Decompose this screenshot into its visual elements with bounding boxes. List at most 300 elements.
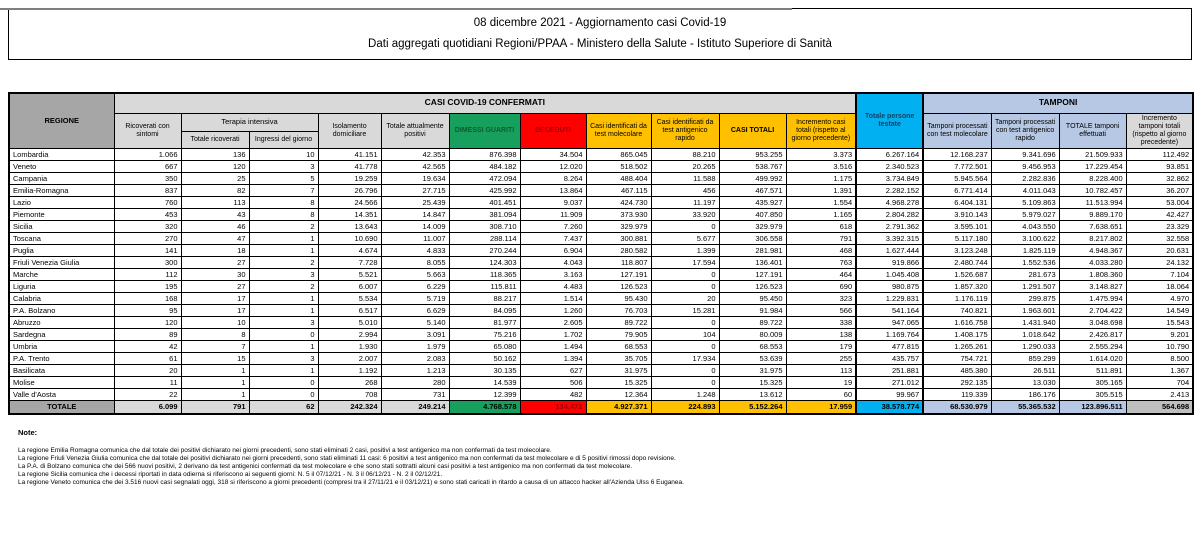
note-line: La regione Friuli Venezia Giulia comunica che dal totale dei positivi dichiarato nei giorni precedenti, sono stati eliminati 11 casi: 6 positivi a test antigenico ma non confermati da test molecolare e di 5 positivi rimossi dopo revisione. <box>18 455 676 463</box>
value-cell: 1.616.758 <box>923 316 991 328</box>
value-cell: 10.782.457 <box>1059 184 1126 196</box>
value-cell: 13.612 <box>719 388 786 400</box>
table-row <box>9 292 1193 304</box>
value-cell: 17.594 <box>651 256 719 268</box>
value-cell: 17.229.454 <box>1059 160 1126 172</box>
value-cell: 95.450 <box>719 292 786 304</box>
value-cell: 2.007 <box>318 352 381 364</box>
value-cell: 195 <box>114 280 181 292</box>
value-cell: 4.033.280 <box>1059 256 1126 268</box>
value-cell: 80.009 <box>719 328 786 340</box>
value-cell: 435.927 <box>719 196 786 208</box>
value-cell: 124.303 <box>449 256 520 268</box>
header-dimessi-guariti: DIMESSI GUARITI <box>449 113 520 148</box>
value-cell: 6.904 <box>520 244 586 256</box>
value-cell: 618 <box>786 220 856 232</box>
table-row <box>9 220 1193 232</box>
value-cell: 53.004 <box>1126 196 1193 208</box>
value-cell: 4.674 <box>318 244 381 256</box>
value-cell: 5.534 <box>318 292 381 304</box>
value-cell: 7.638.651 <box>1059 220 1126 232</box>
value-cell: 9.037 <box>520 196 586 208</box>
region-name-cell: Sardegna <box>9 328 114 340</box>
value-cell: 41.151 <box>318 148 381 160</box>
value-cell: 136.401 <box>719 256 786 268</box>
value-cell: 306.558 <box>719 232 786 244</box>
value-cell: 5.117.180 <box>923 232 991 244</box>
value-cell: 79.905 <box>586 328 651 340</box>
region-name-cell: Emilia-Romagna <box>9 184 114 196</box>
value-cell: 6.517 <box>318 304 381 316</box>
value-cell: 0 <box>249 388 318 400</box>
table-row <box>9 364 1193 376</box>
region-name-cell: Basilicata <box>9 364 114 376</box>
value-cell: 4.043.550 <box>991 220 1059 232</box>
value-cell: 82 <box>181 184 249 196</box>
value-cell: 136 <box>181 148 249 160</box>
value-cell: 112.492 <box>1126 148 1193 160</box>
value-cell: 14.351 <box>318 208 381 220</box>
totale-cell: 38.578.774 <box>856 400 923 414</box>
totale-cell: 68.530.979 <box>923 400 991 414</box>
value-cell: 299.875 <box>991 292 1059 304</box>
region-name-cell: Liguria <box>9 280 114 292</box>
value-cell: 3.910.143 <box>923 208 991 220</box>
value-cell: 1.229.831 <box>856 292 923 304</box>
value-cell: 791 <box>786 232 856 244</box>
totale-cell: 564.698 <box>1126 400 1193 414</box>
value-cell: 2.282.836 <box>991 172 1059 184</box>
value-cell: 1 <box>249 292 318 304</box>
value-cell: 127.191 <box>719 268 786 280</box>
value-cell: 255 <box>786 352 856 364</box>
value-cell: 0 <box>651 280 719 292</box>
value-cell: 65.080 <box>449 340 520 352</box>
value-cell: 4.011.043 <box>991 184 1059 196</box>
value-cell: 10 <box>249 148 318 160</box>
value-cell: 119.339 <box>923 388 991 400</box>
value-cell: 89 <box>114 328 181 340</box>
table-row <box>9 232 1193 244</box>
value-cell: 6.229 <box>381 280 449 292</box>
value-cell: 1.169.764 <box>856 328 923 340</box>
value-cell: 17.934 <box>651 352 719 364</box>
window-edge-line <box>0 8 792 10</box>
value-cell: 113 <box>181 196 249 208</box>
value-cell: 68.553 <box>719 340 786 352</box>
region-name-cell: P.A. Trento <box>9 352 114 364</box>
value-cell: 281.673 <box>991 268 1059 280</box>
value-cell: 484.182 <box>449 160 520 172</box>
value-cell: 3.734.849 <box>856 172 923 184</box>
value-cell: 329.979 <box>586 220 651 232</box>
value-cell: 3.048.698 <box>1059 316 1126 328</box>
value-cell: 424.730 <box>586 196 651 208</box>
value-cell: 7 <box>249 184 318 196</box>
value-cell: 8 <box>249 196 318 208</box>
value-cell: 11.007 <box>381 232 449 244</box>
value-cell: 1.290.033 <box>991 340 1059 352</box>
value-cell: 401.451 <box>449 196 520 208</box>
covid-data-table <box>8 92 1194 415</box>
value-cell: 3.148.827 <box>1059 280 1126 292</box>
value-cell: 20 <box>651 292 719 304</box>
header-deceduti: DECEDUTI <box>520 113 586 148</box>
value-cell: 14.539 <box>449 376 520 388</box>
value-cell: 8.217.802 <box>1059 232 1126 244</box>
value-cell: 300.881 <box>586 232 651 244</box>
value-cell: 0 <box>651 340 719 352</box>
value-cell: 11.588 <box>651 172 719 184</box>
value-cell: 280.582 <box>586 244 651 256</box>
value-cell: 25.439 <box>381 196 449 208</box>
value-cell: 14.549 <box>1126 304 1193 316</box>
value-cell: 837 <box>114 184 181 196</box>
value-cell: 1 <box>181 364 249 376</box>
value-cell: 1.291.507 <box>991 280 1059 292</box>
value-cell: 270 <box>114 232 181 244</box>
region-name-cell: Friuli Venezia Giulia <box>9 256 114 268</box>
totale-cell: 4.768.578 <box>449 400 520 414</box>
header-casi-confermati-band: CASI COVID-19 CONFERMATI <box>114 93 856 113</box>
value-cell: 10 <box>181 316 249 328</box>
region-name-cell: Calabria <box>9 292 114 304</box>
value-cell: 2.426.817 <box>1059 328 1126 340</box>
value-cell: 30 <box>181 268 249 280</box>
value-cell: 2 <box>249 220 318 232</box>
value-cell: 179 <box>786 340 856 352</box>
value-cell: 50.162 <box>449 352 520 364</box>
value-cell: 10.690 <box>318 232 381 244</box>
value-cell: 4.968.278 <box>856 196 923 208</box>
value-cell: 329.979 <box>719 220 786 232</box>
title-box <box>8 8 1192 60</box>
value-cell: 113 <box>786 364 856 376</box>
region-name-cell: Lazio <box>9 196 114 208</box>
value-cell: 472.094 <box>449 172 520 184</box>
value-cell: 3.100.622 <box>991 232 1059 244</box>
header-isolamento-domiciliare: Isolamento domiciliare <box>318 113 381 148</box>
table-row <box>9 340 1193 352</box>
value-cell: 1.808.360 <box>1059 268 1126 280</box>
value-cell: 168 <box>114 292 181 304</box>
value-cell: 518.502 <box>586 160 651 172</box>
value-cell: 19.259 <box>318 172 381 184</box>
value-cell: 482 <box>520 388 586 400</box>
region-name-cell: Piemonte <box>9 208 114 220</box>
header-persone-testate: Totale persone testate <box>856 93 923 148</box>
value-cell: 1 <box>181 376 249 388</box>
value-cell: 280 <box>381 376 449 388</box>
value-cell: 5.719 <box>381 292 449 304</box>
value-cell: 6.404.131 <box>923 196 991 208</box>
header-ti-ingressi-giorno: Ingressi del giorno <box>249 131 318 148</box>
value-cell: 477.815 <box>856 340 923 352</box>
value-cell: 17 <box>181 292 249 304</box>
value-cell: 95 <box>114 304 181 316</box>
value-cell: 68.553 <box>586 340 651 352</box>
value-cell: 300 <box>114 256 181 268</box>
table-row <box>9 172 1193 184</box>
value-cell: 0 <box>249 376 318 388</box>
value-cell: 859.299 <box>991 352 1059 364</box>
value-cell: 2 <box>249 280 318 292</box>
value-cell: 1.192 <box>318 364 381 376</box>
value-cell: 511.891 <box>1059 364 1126 376</box>
value-cell: 14.009 <box>381 220 449 232</box>
value-cell: 11.909 <box>520 208 586 220</box>
value-cell: 11 <box>114 376 181 388</box>
value-cell: 88.217 <box>449 292 520 304</box>
value-cell: 3 <box>249 268 318 280</box>
value-cell: 1.399 <box>651 244 719 256</box>
header-incremento-casi: Incremento casi totali (rispetto al giorno precedente) <box>786 113 856 148</box>
value-cell: 61 <box>114 352 181 364</box>
value-cell: 5.010 <box>318 316 381 328</box>
value-cell: 15.325 <box>719 376 786 388</box>
value-cell: 34.504 <box>520 148 586 160</box>
table-row <box>9 244 1193 256</box>
notes-list <box>18 447 1200 487</box>
value-cell: 0 <box>651 316 719 328</box>
value-cell: 538.767 <box>719 160 786 172</box>
value-cell: 186.176 <box>991 388 1059 400</box>
value-cell: 704 <box>1126 376 1193 388</box>
value-cell: 1.554 <box>786 196 856 208</box>
value-cell: 115.811 <box>449 280 520 292</box>
header-casi-test-molecolare: Casi identificati da test molecolare <box>586 113 651 148</box>
value-cell: 980.875 <box>856 280 923 292</box>
region-name-cell: Veneto <box>9 160 114 172</box>
value-cell: 3.392.315 <box>856 232 923 244</box>
value-cell: 435.757 <box>856 352 923 364</box>
value-cell: 27 <box>181 280 249 292</box>
value-cell: 15.325 <box>586 376 651 388</box>
table-row <box>9 388 1193 400</box>
header-attualmente-positivi: Totale attualmente positivi <box>381 113 449 148</box>
header-ricoverati-sintomi: Ricoverati con sintomi <box>114 113 181 148</box>
table-header <box>9 93 1193 148</box>
region-name-cell: Campania <box>9 172 114 184</box>
header-ti-totale-ricoverati: Totale ricoverati <box>181 131 249 148</box>
value-cell: 2.480.744 <box>923 256 991 268</box>
value-cell: 1 <box>181 388 249 400</box>
value-cell: 27 <box>181 256 249 268</box>
value-cell: 5.109.863 <box>991 196 1059 208</box>
value-cell: 8.264 <box>520 172 586 184</box>
value-cell: 1.213 <box>381 364 449 376</box>
totale-cell: 242.324 <box>318 400 381 414</box>
region-name-cell: Puglia <box>9 244 114 256</box>
value-cell: 1 <box>249 232 318 244</box>
value-cell: 26.796 <box>318 184 381 196</box>
value-cell: 2.804.282 <box>856 208 923 220</box>
table-row <box>9 328 1193 340</box>
value-cell: 31.975 <box>586 364 651 376</box>
region-name-cell: Toscana <box>9 232 114 244</box>
value-cell: 60 <box>786 388 856 400</box>
region-name-cell: Abruzzo <box>9 316 114 328</box>
value-cell: 271.012 <box>856 376 923 388</box>
totale-cell: 134.472 <box>520 400 586 414</box>
notes-heading: Note: <box>18 428 38 438</box>
value-cell: 251.881 <box>856 364 923 376</box>
value-cell: 1 <box>249 244 318 256</box>
table-row <box>9 208 1193 220</box>
value-cell: 81.977 <box>449 316 520 328</box>
header-terapia-intensiva: Terapia intensiva <box>181 113 318 131</box>
value-cell: 7 <box>181 340 249 352</box>
table-row <box>9 280 1193 292</box>
value-cell: 13.643 <box>318 220 381 232</box>
value-cell: 20.265 <box>651 160 719 172</box>
value-cell: 464 <box>786 268 856 280</box>
value-cell: 8 <box>181 328 249 340</box>
value-cell: 15 <box>181 352 249 364</box>
value-cell: 760 <box>114 196 181 208</box>
totale-row <box>9 400 1193 414</box>
header-casi-totali: CASI TOTALI <box>719 113 786 148</box>
region-name-cell: Lombardia <box>9 148 114 160</box>
value-cell: 10.790 <box>1126 340 1193 352</box>
value-cell: 373.930 <box>586 208 651 220</box>
value-cell: 754.721 <box>923 352 991 364</box>
value-cell: 8 <box>249 208 318 220</box>
value-cell: 1.475.994 <box>1059 292 1126 304</box>
note-line: La regione Veneto comunica che dei 3.516 nuovi casi segnalati oggi, 318 si riferiscono a giorni precedenti (compresi tra il 27/11/21 e il 03/12/21) e sono stati caricati in ritardo a causa di un attacco hacker all'Azienda Ulss 6 Euganea. <box>18 479 684 487</box>
region-name-cell: Marche <box>9 268 114 280</box>
value-cell: 24.132 <box>1126 256 1193 268</box>
value-cell: 865.045 <box>586 148 651 160</box>
value-cell: 42 <box>114 340 181 352</box>
value-cell: 20 <box>114 364 181 376</box>
value-cell: 407.850 <box>719 208 786 220</box>
value-cell: 15.281 <box>651 304 719 316</box>
value-cell: 2.791.362 <box>856 220 923 232</box>
value-cell: 667 <box>114 160 181 172</box>
totale-cell: 4.927.371 <box>586 400 651 414</box>
value-cell: 350 <box>114 172 181 184</box>
value-cell: 268 <box>318 376 381 388</box>
value-cell: 3 <box>249 160 318 172</box>
value-cell: 1.979 <box>381 340 449 352</box>
value-cell: 5.663 <box>381 268 449 280</box>
value-cell: 0 <box>651 376 719 388</box>
value-cell: 112 <box>114 268 181 280</box>
value-cell: 6.267.164 <box>856 148 923 160</box>
value-cell: 24.566 <box>318 196 381 208</box>
region-name-cell: Sicilia <box>9 220 114 232</box>
value-cell: 456 <box>651 184 719 196</box>
value-cell: 6.007 <box>318 280 381 292</box>
value-cell: 7.437 <box>520 232 586 244</box>
value-cell: 3.373 <box>786 148 856 160</box>
value-cell: 1.857.320 <box>923 280 991 292</box>
value-cell: 1.963.601 <box>991 304 1059 316</box>
value-cell: 26.511 <box>991 364 1059 376</box>
value-cell: 708 <box>318 388 381 400</box>
value-cell: 5.140 <box>381 316 449 328</box>
value-cell: 20.631 <box>1126 244 1193 256</box>
value-cell: 3.091 <box>381 328 449 340</box>
value-cell: 32.862 <box>1126 172 1193 184</box>
value-cell: 1.825.119 <box>991 244 1059 256</box>
value-cell: 126.523 <box>586 280 651 292</box>
value-cell: 1.260 <box>520 304 586 316</box>
value-cell: 126.523 <box>719 280 786 292</box>
value-cell: 499.992 <box>719 172 786 184</box>
totale-cell: 249.214 <box>381 400 449 414</box>
bulletin-date-title: 08 dicembre 2021 - Aggiornamento casi Covid-19 <box>473 17 727 29</box>
totale-label: TOTALE <box>9 400 114 414</box>
value-cell: 541.164 <box>856 304 923 316</box>
totale-cell: 123.896.511 <box>1059 400 1126 414</box>
value-cell: 2.083 <box>381 352 449 364</box>
value-cell: 1.265.261 <box>923 340 991 352</box>
value-cell: 566 <box>786 304 856 316</box>
bulletin-subtitle: Dati aggregati quotidiani Regioni/PPAA - Ministero della Salute - Istituto Superiore di Sanità <box>368 38 832 50</box>
value-cell: 876.398 <box>449 148 520 160</box>
table-row <box>9 256 1193 268</box>
value-cell: 5.945.564 <box>923 172 991 184</box>
value-cell: 4.948.367 <box>1059 244 1126 256</box>
value-cell: 292.135 <box>923 376 991 388</box>
value-cell: 18.064 <box>1126 280 1193 292</box>
value-cell: 19 <box>786 376 856 388</box>
value-cell: 4.043 <box>520 256 586 268</box>
value-cell: 120 <box>181 160 249 172</box>
value-cell: 9.456.953 <box>991 160 1059 172</box>
value-cell: 731 <box>381 388 449 400</box>
value-cell: 104 <box>651 328 719 340</box>
value-cell: 7.772.501 <box>923 160 991 172</box>
value-cell: 25 <box>181 172 249 184</box>
table-row <box>9 160 1193 172</box>
value-cell: 305.165 <box>1059 376 1126 388</box>
value-cell: 2.282.152 <box>856 184 923 196</box>
value-cell: 281.981 <box>719 244 786 256</box>
table-row <box>9 352 1193 364</box>
value-cell: 5.979.027 <box>991 208 1059 220</box>
totale-cell: 224.893 <box>651 400 719 414</box>
header-tamponi-antigenico: Tamponi processati con test antigenico rapido <box>991 113 1059 148</box>
value-cell: 919.866 <box>856 256 923 268</box>
value-cell: 75.216 <box>449 328 520 340</box>
value-cell: 4.970 <box>1126 292 1193 304</box>
value-cell: 32.558 <box>1126 232 1193 244</box>
value-cell: 1.176.119 <box>923 292 991 304</box>
value-cell: 36.207 <box>1126 184 1193 196</box>
value-cell: 1.627.444 <box>856 244 923 256</box>
totale-cell: 5.152.264 <box>719 400 786 414</box>
value-cell: 3.123.248 <box>923 244 991 256</box>
totale-cell: 6.099 <box>114 400 181 414</box>
value-cell: 7.260 <box>520 220 586 232</box>
value-cell: 0 <box>651 268 719 280</box>
value-cell: 127.191 <box>586 268 651 280</box>
value-cell: 2.340.523 <box>856 160 923 172</box>
value-cell: 93.851 <box>1126 160 1193 172</box>
value-cell: 12.020 <box>520 160 586 172</box>
value-cell: 8.055 <box>381 256 449 268</box>
value-cell: 305.515 <box>1059 388 1126 400</box>
value-cell: 1.552.536 <box>991 256 1059 268</box>
value-cell: 1.045.408 <box>856 268 923 280</box>
value-cell: 5.677 <box>651 232 719 244</box>
value-cell: 488.404 <box>586 172 651 184</box>
value-cell: 1 <box>249 340 318 352</box>
value-cell: 89.722 <box>719 316 786 328</box>
